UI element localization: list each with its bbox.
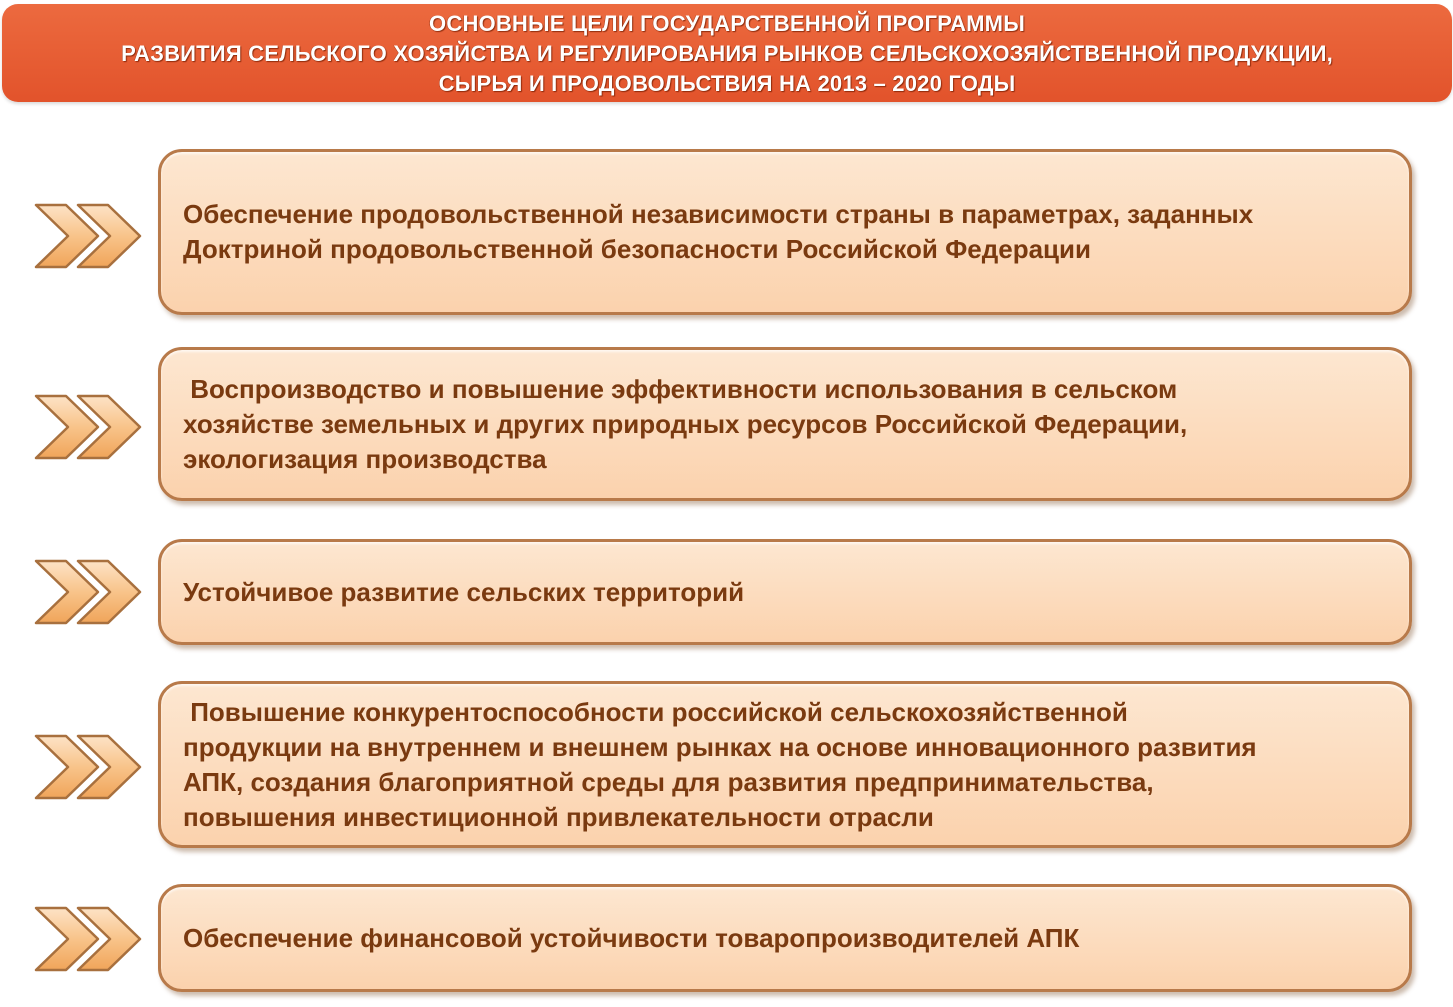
- double-chevron-icon: [32, 559, 144, 625]
- goal-box: [158, 539, 1412, 645]
- goal-text: Обеспечение продовольственной независимости страны в параметрах, заданных Доктриной продовольственной безопасности Российской Федерации: [183, 199, 1254, 264]
- double-chevron-icon: [32, 906, 144, 972]
- title-banner: [2, 4, 1452, 102]
- goal-text: Обеспечение финансовой устойчивости товаропроизводителей АПК: [183, 922, 1080, 953]
- goal-text: Воспроизводство и повышение эффективности использования в сельском хозяйстве земельных и других природных ресурсов Российской Федерации, экологизация производства: [183, 373, 1188, 474]
- double-chevron-icon: [32, 203, 144, 269]
- double-chevron-icon: [32, 734, 144, 800]
- goal-box: [158, 149, 1412, 315]
- goal-text: Повышение конкурентоспособности российской сельскохозяйственной продукции на внутреннем и внешнем рынках на основе инновационного развития АПК, создания благоприятной среды для развития предпринимательства, повышения инвестиционной привлекательности отрасли: [183, 696, 1257, 832]
- goal-box: [158, 681, 1412, 848]
- title-line-3: СЫРЬЯ И ПРОДОВОЛЬСТВИЯ НА 2013 – 2020 ГОДЫ: [438, 70, 1016, 96]
- title-line-1: ОСНОВНЫЕ ЦЕЛИ ГОСУДАРСТВЕННОЙ ПРОГРАММЫ: [429, 10, 1025, 36]
- goal-box: [158, 884, 1412, 992]
- goal-box: [158, 347, 1412, 501]
- goal-text: Устойчивое развитие сельских территорий: [183, 576, 745, 607]
- double-chevron-icon: [32, 394, 144, 460]
- title-line-2: РАЗВИТИЯ СЕЛЬСКОГО ХОЗЯЙСТВА И РЕГУЛИРОВАНИЯ РЫНКОВ СЕЛЬСКОХОЗЯЙСТВЕННОЙ ПРОДУКЦИИ,: [121, 40, 1333, 66]
